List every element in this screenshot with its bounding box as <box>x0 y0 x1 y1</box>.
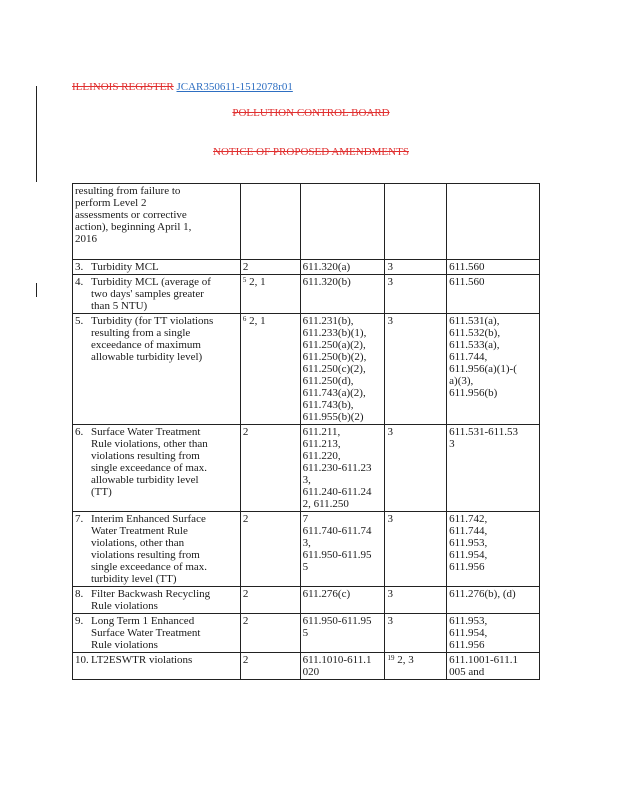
table-row <box>73 260 540 275</box>
row-citation: 611.1010-611.1 020 <box>300 653 385 680</box>
row-number: 5. <box>75 315 84 327</box>
row-col4 <box>385 587 447 614</box>
cont-empty-2 <box>240 184 300 260</box>
row-description: Interim Enhanced Surface Water Treatment Rule violations, other than violations resulting from single exceedance of max. turbidity level (TT) <box>91 513 208 585</box>
table-row <box>73 512 540 587</box>
row-number: 8. <box>75 588 84 600</box>
table-row <box>73 275 540 314</box>
row-description: Turbidity MCL (average of two days' samples greater than 5 NTU) <box>91 276 211 312</box>
row-description: Turbidity (for TT violations resulting from a single exceedance of maximum allowable turbidity level) <box>91 315 214 363</box>
row-citation: 611.320(b) <box>300 275 385 314</box>
cont-empty-3 <box>300 184 385 260</box>
row-citation: 7 611.740-611.74 3, 611.950-611.95 5 <box>300 512 385 587</box>
row-description: Surface Water Treatment Rule violations, other than violations resulting from single exceedance of max. allowable turbidity level (TT) <box>91 426 208 498</box>
row-description: Turbidity MCL <box>91 261 159 273</box>
row-col4 <box>385 314 447 425</box>
row-desc <box>73 260 241 275</box>
row-col4-value: 3 <box>387 513 393 525</box>
row-tier <box>240 653 300 680</box>
table-row <box>73 425 540 512</box>
row-col4-value: 3 <box>387 276 393 288</box>
row-footnote: 5 <box>242 276 247 284</box>
row-col5: 611.276(b), (d) <box>447 587 540 614</box>
register-struck-text: ILLINOIS REGISTER <box>72 81 174 93</box>
row-col4-value: 2, 3 <box>397 654 414 666</box>
table-row <box>73 653 540 680</box>
register-header <box>72 81 293 93</box>
change-bar-mid <box>36 283 37 297</box>
row-col4 <box>385 653 447 680</box>
row-tier <box>240 260 300 275</box>
cont-desc: resulting from failure to perform Level 2 assessments or corrective action), beginning April 1, 2016 <box>73 184 241 260</box>
row-desc <box>73 587 241 614</box>
board-title: POLLUTION CONTROL BOARD <box>232 107 390 119</box>
row-col4-value: 3 <box>387 588 393 600</box>
table-row <box>73 314 540 425</box>
row-col4-footnote: 19 <box>387 654 395 662</box>
row-col4 <box>385 260 447 275</box>
table-row <box>73 614 540 653</box>
row-col4 <box>385 275 447 314</box>
row-col5: 611.531(a), 611.532(b), 611.533(a), 611.744, 611.956(a)(1)-( a)(3), 611.956(b) <box>447 314 540 425</box>
row-citation: 611.211, 611.213, 611.220, 611.230-611.23 3, 611.240-611.24 2, 611.250 <box>300 425 385 512</box>
row-tier-value: 2 <box>242 261 249 273</box>
row-col5: 611.531-611.53 3 <box>447 425 540 512</box>
table-row <box>73 587 540 614</box>
table-row-continued <box>73 184 540 260</box>
row-tier <box>240 587 300 614</box>
row-desc <box>73 425 241 512</box>
row-col4-value: 3 <box>387 615 393 627</box>
row-number: 6. <box>75 426 84 438</box>
row-description: Long Term 1 Enhanced Surface Water Treatment Rule violations <box>91 615 201 651</box>
row-desc <box>73 653 241 680</box>
row-number: 4. <box>75 276 84 288</box>
row-number: 10. <box>75 654 89 666</box>
row-col5: 611.953, 611.954, 611.956 <box>447 614 540 653</box>
row-col5: 611.560 <box>447 260 540 275</box>
row-desc <box>73 314 241 425</box>
violations-table <box>72 183 540 680</box>
row-tier <box>240 614 300 653</box>
row-tier-value: 2 <box>242 513 249 525</box>
row-tier-value: 2 <box>242 426 249 438</box>
row-citation: 611.950-611.95 5 <box>300 614 385 653</box>
cont-empty-5 <box>447 184 540 260</box>
row-number: 7. <box>75 513 84 525</box>
notice-title: NOTICE OF PROPOSED AMENDMENTS <box>213 146 409 158</box>
row-description: Filter Backwash Recycling Rule violations <box>91 588 211 612</box>
row-description: LT2ESWTR violations <box>91 654 193 666</box>
cont-empty-4 <box>385 184 447 260</box>
jcar-link[interactable]: JCAR350611-1512078r01 <box>176 81 293 93</box>
row-tier-value: 2 <box>242 588 249 600</box>
row-col4 <box>385 512 447 587</box>
row-tier <box>240 275 300 314</box>
row-tier-value: 2 <box>242 615 249 627</box>
row-citation: 611.276(c) <box>300 587 385 614</box>
row-tier <box>240 314 300 425</box>
row-desc <box>73 275 241 314</box>
row-col4-value: 3 <box>387 315 393 327</box>
row-tier-value: 2, 1 <box>249 276 266 288</box>
row-col4-value: 3 <box>387 426 393 438</box>
row-col4-value: 3 <box>387 261 393 273</box>
row-tier <box>240 425 300 512</box>
row-tier-value: 2, 1 <box>249 315 266 327</box>
row-tier <box>240 512 300 587</box>
row-col5: 611.1001-611.1 005 and <box>447 653 540 680</box>
change-bar-top <box>36 86 37 182</box>
row-tier-value: 2 <box>242 654 249 666</box>
row-number: 3. <box>75 261 84 273</box>
row-footnote: 6 <box>242 315 247 323</box>
row-number: 9. <box>75 615 84 627</box>
row-citation: 611.320(a) <box>300 260 385 275</box>
row-col4 <box>385 425 447 512</box>
row-desc <box>73 512 241 587</box>
row-col5: 611.560 <box>447 275 540 314</box>
row-col5: 611.742, 611.744, 611.953, 611.954, 611.956 <box>447 512 540 587</box>
row-col4 <box>385 614 447 653</box>
row-citation: 611.231(b), 611.233(b)(1), 611.250(a)(2), 611.250(b)(2), 611.250(c)(2), 611.250(d), 611.743(a)(2), 611.743(b), 611.955(b)(2) <box>300 314 385 425</box>
row-desc <box>73 614 241 653</box>
